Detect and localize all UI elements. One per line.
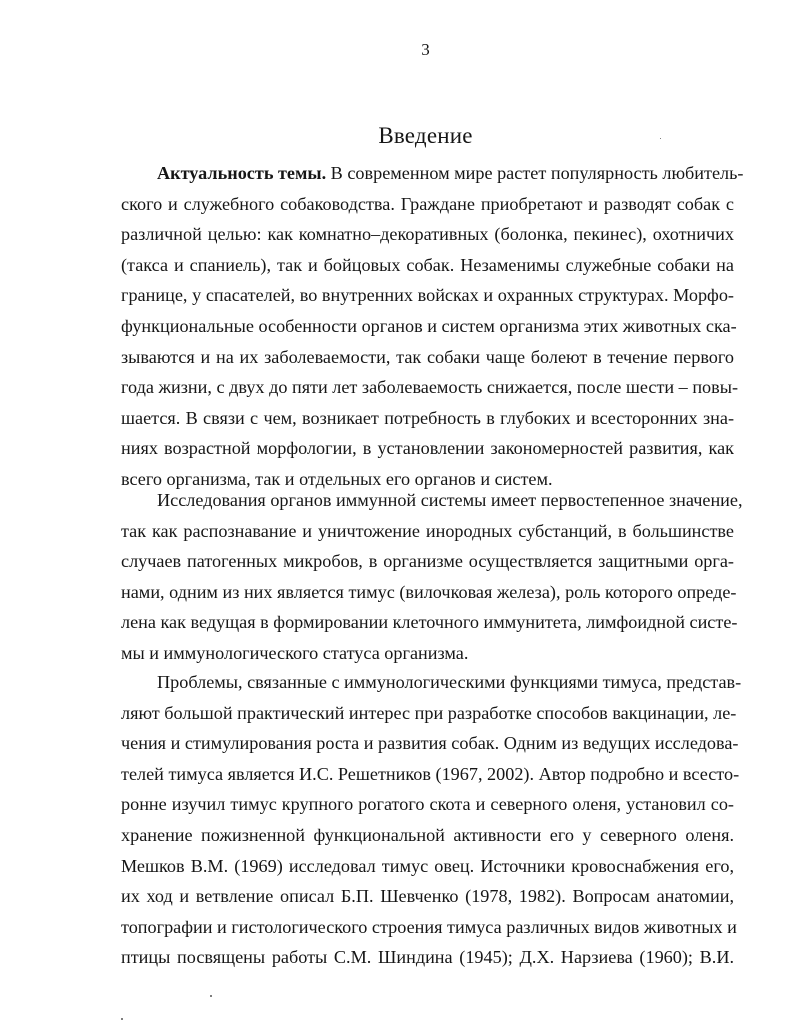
paragraph-immune-system [121, 485, 743, 669]
paragraph-line: границе, у спасателей, во внутренних войсках и охранных структурах. Морфо- [121, 285, 734, 306]
paragraph-line: лена как ведущая в формировании клеточного иммунитета, лимфоидной систе- [121, 612, 738, 633]
paragraph-line: различной целью: как комнатно–декоративных (болонка, пекинес), охотничих [121, 224, 734, 245]
paragraph-line: всего организма, так и отдельных его органов и систем. [121, 468, 553, 489]
scan-speck [210, 995, 212, 997]
paragraph-line: функциональные особенности органов и систем организма этих животных ска- [121, 315, 737, 336]
paragraph-line: Актуальность темы. В современном мире растет популярность любитель- [157, 163, 744, 183]
section-title: Введение [378, 123, 473, 148]
paragraph-line: Мешков В.М. (1969) исследовал тимус овец. Источники кровоснабжения его, [121, 855, 734, 876]
paragraph-line: топографии и гистологического строения тимуса различных видов животных и [121, 916, 737, 937]
paragraph-line: хранение пожизненной функциональной активности его у северного оленя. [121, 824, 734, 845]
paragraph-line: чения и стимулирования роста и развития собак. Одним из ведущих исследова- [121, 733, 739, 754]
scan-speck [121, 1018, 123, 1020]
paragraph-relevance [121, 158, 744, 495]
paragraph-line: Проблемы, связанные с иммунологическими функциями тимуса, представ- [157, 672, 742, 692]
paragraph-line: года жизни, с двух до пяти лет заболеваемость снижается, после шести – повы- [121, 377, 739, 398]
paragraph-line: птицы посвящены работы С.М. Шиндина (1945); Д.Х. Нарзиева (1960); В.И. [121, 947, 734, 968]
paragraph-line: ронне изучил тимус крупного рогатого скота и северного оленя, установил со- [121, 794, 734, 815]
paragraph-line: ляют большой практический интерес при разработке способов вакцинации, ле- [121, 702, 737, 723]
paragraph-line: ского и служебного собаководства. Граждане приобретают и разводят собак с [121, 193, 734, 214]
paragraph-line: ниях возрастной морфологии, в установлении закономерностей развития, как [121, 438, 734, 459]
paragraph-line: их ход и ветвление описал Б.П. Шевченко (1978, 1982). Вопросам анатомии, [121, 886, 734, 907]
paragraph-line: случаев патогенных микробов, в организме осуществляется защитными орга- [121, 551, 734, 572]
paragraph-line: нами, одним из них является тимус (вилочковая железа), роль которого опреде- [121, 581, 737, 602]
page-number: 3 [421, 40, 430, 59]
paragraph-line: телей тимуса является И.С. Решетников (1967, 2002). Автор подробно и всесто- [121, 763, 740, 784]
paragraph-line: (такса и спаниель), так и бойцовых собак. Незаменимы служебные собаки на [121, 254, 734, 275]
paragraph-line: мы и иммунологического статуса организма. [121, 642, 469, 663]
paragraph-line: зываются и на их заболеваемости, так собаки чаще болеют в течение первого [121, 346, 734, 367]
paragraph-line: шается. В связи с чем, возникает потребность в глубоких и всесторонних зна- [121, 407, 734, 428]
paragraph-lead: Актуальность темы. [157, 163, 327, 183]
paragraph-line: так как распознавание и уничтожение инородных субстанций, в большинстве [121, 520, 734, 541]
scan-speck [660, 138, 661, 139]
paragraph-thymus-problems [121, 667, 742, 973]
paragraph-line: Исследования органов иммунной системы имеет первостепенное значение, [157, 490, 743, 510]
